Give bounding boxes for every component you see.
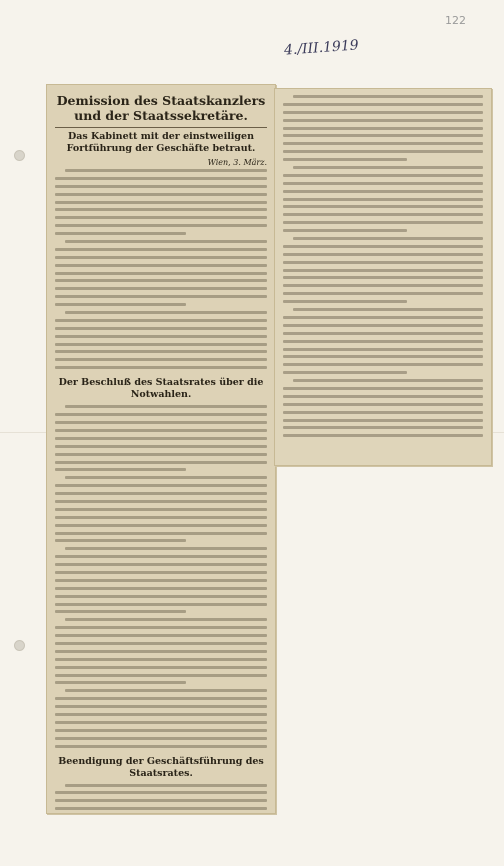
text-line [283, 229, 407, 232]
text-line [283, 355, 483, 358]
article-column-right [275, 89, 491, 448]
text-line [283, 284, 483, 287]
text-line [55, 524, 267, 527]
newspaper-clipping-right [274, 88, 492, 466]
text-line [55, 343, 267, 346]
text-line [55, 603, 267, 606]
text-line [283, 119, 483, 122]
text-line [55, 737, 267, 740]
text-line [55, 445, 267, 448]
text-line [55, 272, 267, 275]
text-line [65, 476, 267, 479]
text-line [65, 311, 267, 314]
text-line [283, 426, 483, 429]
text-line [65, 169, 267, 172]
section-heading-notwahlen: Der Beschluß des Staatsrates über die Notwahlen. [58, 377, 264, 401]
text-line [55, 642, 267, 645]
text-line [283, 371, 407, 374]
text-line [55, 650, 267, 653]
text-line [283, 348, 483, 351]
text-line [283, 261, 483, 264]
text-line [55, 571, 267, 574]
text-line [65, 689, 267, 692]
text-line [55, 492, 267, 495]
punch-hole [14, 640, 25, 651]
text-line [55, 224, 267, 227]
text-line [55, 532, 267, 535]
text-line [55, 193, 267, 196]
text-line [65, 240, 267, 243]
text-line [283, 324, 483, 327]
text-line [55, 248, 267, 251]
text-line [283, 245, 483, 248]
text-line [55, 807, 267, 810]
section-heading-geschaeftsfuehrung: Beendigung der Geschäftsführung des Staatsrates. [58, 755, 264, 779]
text-line [55, 791, 267, 794]
divider [55, 127, 267, 128]
text-line [283, 198, 483, 201]
text-line [55, 232, 186, 235]
text-line [283, 316, 483, 319]
text-line [55, 658, 267, 661]
text-line [283, 174, 483, 177]
text-line [283, 134, 483, 137]
text-line [55, 256, 267, 259]
text-line [55, 705, 267, 708]
text-line [65, 784, 267, 787]
text-line [55, 295, 267, 298]
text-line [55, 350, 267, 353]
text-line [55, 555, 267, 558]
text-line [293, 95, 483, 98]
text-line [65, 547, 267, 550]
text-line [55, 508, 267, 511]
text-line [283, 142, 483, 145]
text-line [283, 419, 483, 422]
article-headline: Demission des Staatskanzlers und der Staatssekretäre. [56, 93, 266, 123]
text-line [55, 327, 267, 330]
text-line [55, 279, 267, 282]
punch-hole [14, 150, 25, 161]
text-line [283, 387, 483, 390]
text-line [55, 587, 267, 590]
text-line [283, 111, 483, 114]
text-line [55, 216, 267, 219]
text-line [55, 539, 186, 542]
newspaper-clipping-left [46, 84, 276, 814]
text-line [283, 127, 483, 130]
page-number: 122 [445, 14, 466, 27]
text-line [55, 697, 267, 700]
text-line [65, 405, 267, 408]
text-line [283, 150, 483, 153]
text-line [55, 681, 186, 684]
body-text-block [55, 169, 267, 369]
text-line [55, 799, 267, 802]
text-line [283, 213, 483, 216]
text-line [55, 335, 267, 338]
body-text-block [55, 405, 267, 747]
text-line [283, 434, 483, 437]
text-line [283, 340, 483, 343]
text-line [55, 579, 267, 582]
text-line [283, 190, 483, 193]
article-column-left [47, 85, 275, 814]
text-line [293, 308, 483, 311]
text-line [55, 516, 267, 519]
text-line [55, 264, 267, 267]
text-line [55, 421, 267, 424]
handwritten-date: 4./III.1919 [283, 37, 360, 59]
text-line [55, 721, 267, 724]
text-line [283, 395, 483, 398]
body-text-block [283, 95, 483, 437]
text-line [283, 403, 483, 406]
dateline: Wien, 3. März. [207, 158, 267, 167]
text-line [283, 300, 407, 303]
text-line [65, 618, 267, 621]
text-line [55, 610, 186, 613]
text-line [55, 358, 267, 361]
text-line [55, 500, 267, 503]
text-line [55, 745, 267, 748]
text-line [283, 269, 483, 272]
text-line [283, 205, 483, 208]
text-line [55, 185, 267, 188]
text-line [55, 484, 267, 487]
text-line [293, 166, 483, 169]
text-line [55, 666, 267, 669]
text-line [55, 626, 267, 629]
text-line [283, 182, 483, 185]
text-line [283, 103, 483, 106]
text-line [283, 332, 483, 335]
text-line [55, 319, 267, 322]
text-line [55, 729, 267, 732]
text-line [55, 634, 267, 637]
article-subheadline: Das Kabinett mit der einstweiligen Fortführung der Geschäfte betraut. [66, 131, 256, 154]
text-line [283, 276, 483, 279]
text-line [55, 674, 267, 677]
text-line [55, 177, 267, 180]
text-line [55, 437, 267, 440]
text-line [55, 287, 267, 290]
text-line [283, 292, 483, 295]
text-line [55, 366, 267, 369]
text-line [55, 595, 267, 598]
text-line [55, 413, 267, 416]
text-line [55, 461, 267, 464]
text-line [55, 208, 267, 211]
text-line [55, 201, 267, 204]
text-line [283, 411, 483, 414]
text-line [55, 468, 186, 471]
text-line [55, 303, 186, 306]
text-line [55, 429, 267, 432]
text-line [55, 453, 267, 456]
text-line [283, 221, 483, 224]
text-line [283, 158, 407, 161]
text-line [283, 363, 483, 366]
text-line [55, 563, 267, 566]
text-line [283, 253, 483, 256]
text-line [55, 713, 267, 716]
text-line [293, 237, 483, 240]
body-text-block [55, 784, 267, 814]
text-line [293, 379, 483, 382]
